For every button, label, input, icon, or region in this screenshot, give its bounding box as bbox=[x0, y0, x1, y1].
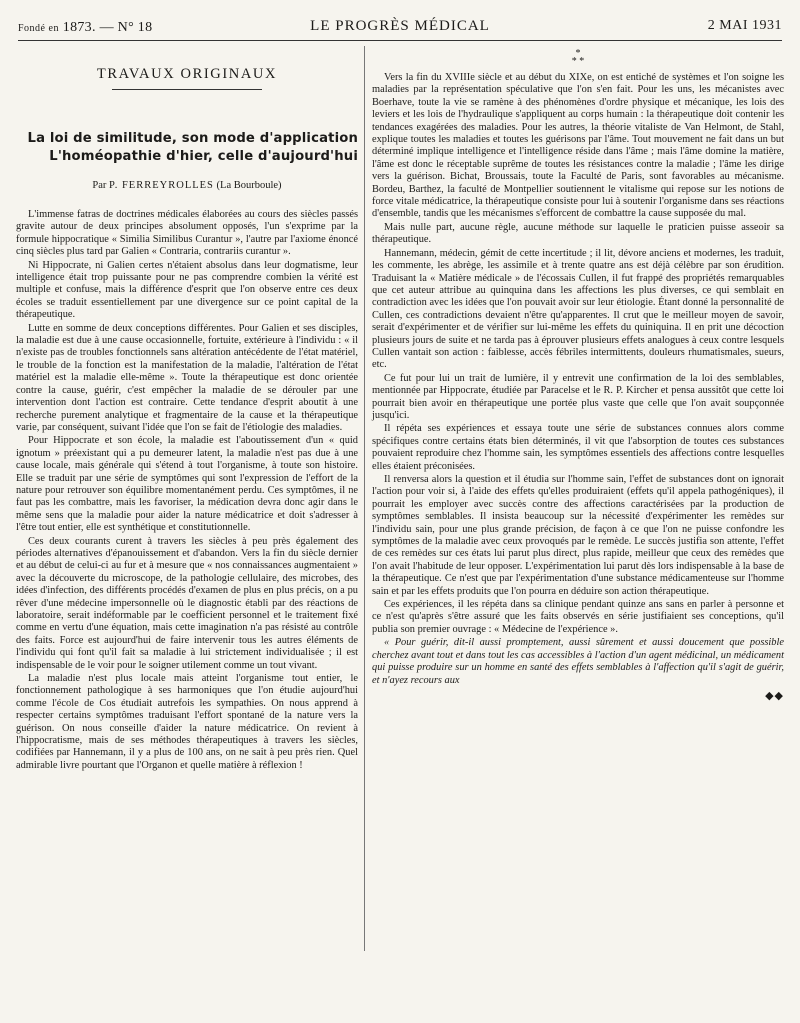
paragraph: Lutte en somme de deux conceptions différentes. Pour Galien et ses disciples, la maladie est due à une cause occasionnelle, fortuite, extérieure à l'individu : « il n'existe pas de troubles fonctionnels sans altération antécédente de l'état matériel, le trouble de la fonction est la manifestation de la maladie, l'altération de l'état matériel est la maladie elle-même ». Toute la thérapeutique est donc orientée contre la cause, guérir, c'est empêcher la maladie de se dérouler par une intervention dont l'action est contraire. Cette tendance d'esprit aboutit à une recherche purement analytique et fragmentaire de la cause et la thérapeutique varie, par conséquent, suivant l'idée que l'on se fait de l'étiologie des maladies. bbox=[16, 322, 358, 433]
paragraph: Vers la fin du XVIIIe siècle et au début du XIXe, on est entiché de systèmes et l'on soigne les maladies par la représentation spéculative que l'on s'en fait. Pour les uns, les mécanistes avec Boerhave, toute la vie se ramène à des phénomènes d'ordre physique et mécanique, les lois des leviers et les lois de l'hydraulique s'appliquent au corps humain : la thérapeutique doit contenir les tendances exagérées des maladies. Pour les autres, la théorie vitaliste de Van Helmont, de Stahl, explique toutes les maladies et toutes les guérisons par l'âme. Tout mouvement ne fait dans un but déterminé implique intelligence et l'intelligence réside dans l'âme ; mais l'âme domine la matière, l'âme est donc le réceptable suprême de toutes les résistances contre la maladie ; l'âme les dirige vers la guérison. Bichat, Broussais, toute la Faculté de Paris, sont favorables au mécanisme. Bordeu, Barthez, la faculté de Montpellier soutiennent le vitalisme qui repose sur les notions de force vitale médicatrice, la thérapeutique consiste pour lui à soutenir l'organisme dans ses réactions d'ensemble, tandis que les mécanismes s'efforcent de combattre la cause supposée du mal. bbox=[372, 72, 784, 220]
paragraph: Hannemann, médecin, gémit de cette incertitude ; il lit, dévore anciens et modernes, les traduit, les commente, les abrège, les assimile et à trente quatre ans est déjà célèbre par son érudition. Traduisant la « Matière médicale » de l'écossais Cullen, il fut frappé des propriétés remarquables que cet auteur attribue au quinquina dans les affections les plus diverses, ce qui semblait en contradiction avec les idées que l'on pouvait avoir sur leur étiologie. Étant donné la personnalité de Cullen, ces contradictions devaient n'être qu'apparentes. Il crut que le meilleur moyen de savoir, serait d'expérimenter et de vérifier sur lui-même les effets du quiniquina. Il en prit une décoction plusieurs jours de suite et ne tarda pas à éprouver plusieurs effets analogues à ceux contre lesquels Cullen vantait son action : faiblesse, accès fébriles intermittents, douleurs rhumatismales, sueurs, etc. bbox=[372, 247, 784, 371]
byline-prefix: Par bbox=[92, 180, 107, 191]
paragraph: Ces expériences, il les répéta dans sa clinique pendant quinze ans sans en parler à personne et ce n'est qu'après s'être assuré que les faits observés en série justifiaient ses conceptions, qu'il publia son premier ouvrage : « Médecine de l'expérience ». bbox=[372, 599, 784, 635]
section-rule bbox=[112, 89, 262, 90]
byline bbox=[16, 180, 358, 191]
paragraph: L'immense fatras de doctrines médicales élaborées au cours des siècles passés gravite autour de deux principes absolument opposés, l'un s'exprime par la formule hippocratique « Similia Similibus Curantur », l'autre par l'axiome énoncé cinq siècles plus tard par Galien « Contraria, contrariis curantur ». bbox=[16, 209, 358, 258]
hahnemann-quote: « Pour guérir, dit-il aussi promptement, aussi sûrement et aussi doucement que possible cherchez avant tout et dans tout les cas accessibles à l'action d'un agent médicinal, un médicament qui puisse produire sur un homme en santé des effets semblables à l'affection qu'il s'agit de guérir, et n'ayez recours aux bbox=[372, 637, 784, 686]
continuation-mark: ◆◆ bbox=[765, 689, 784, 702]
paragraph: Ce fut pour lui un trait de lumière, il y entrevit une confirmation de la loi des semblables, mentionnée par Hippocrate, étudiée par Paracelse et le R. P. Kircher et pensa aussitôt que cette loi pourrait bien avoir en thérapeutique une portée plus vaste que celle que l'on avait soupçonnée jusqu'ici. bbox=[372, 372, 784, 421]
column-divider bbox=[364, 46, 365, 951]
issue-number: — N° 18 bbox=[99, 20, 153, 35]
running-header bbox=[18, 14, 782, 40]
paragraph: La maladie n'est plus locale mais atteint l'organisme tout entier, le fonctionnement pathologique à ses harmoniques que l'on étudie aujourd'hui comme l'école de Cos étudiait autrefois les sympathies. On nous apprend à respecter certains symptômes traduisant l'effort spontané de la nature vers la guérison. On nous conseille d'aider la nature médicatrice. On revient à l'hippocratisme, mais de ses méthodes thérapeutiques à travers les siècles, codifiées par Hannemann, il y a plus de 100 ans, on ne sait à peu près rien. Quel admirable livre pourtant que l'Organon et quelle matière à réflexion ! bbox=[16, 673, 358, 771]
separator-stars-bottom: * * bbox=[571, 56, 585, 67]
article-title bbox=[16, 130, 358, 166]
issue-date: 2 MAI 1931 bbox=[707, 18, 782, 33]
article-title-line-1: La loi de similitude, son mode d'application bbox=[27, 131, 358, 146]
paragraph: Ces deux courants curent à travers les siècles à peu près également des périodes alternatives d'épanouissement et d'abandon. Vers la fin du siècle dernier et au début de celui-ci au fur et à mesure que « nos connaissances augmentaient » avec la découverte du microscope, de la pathologie cellulaire, des microbes, des idées d'infection, des différents procédés d'examen de plus en plus précis, on a pu rêver d'une médecine impersonnelle où le diagnostic établi par des réactions de laboratoire, serait indéformable par le coefficient personnel et le traitement fixé comme en vertu d'une équation, mais cette imagination n'a pas résisté au contrôle des faits. Force est aujourd'hui de faire intervenir tous les autres éléments de l'individu qui font qu'il fait sa maladie à lui strictement individualisée ; il est indispensable de le voir pour le soigner utilement comme un tout vivant. bbox=[16, 535, 358, 671]
author-name: P. FERREYROLLES bbox=[109, 180, 214, 191]
left-column bbox=[16, 60, 358, 772]
section-separator bbox=[372, 50, 784, 66]
section-title: TRAVAUX ORIGINAUX bbox=[96, 66, 278, 82]
paragraph: Pour Hippocrate et son école, la maladie est l'aboutissement d'un « quid ignotum » préexistant qui a pu demeurer latent, la maladie n'est pas due à une cause locale, mais générale qui s'étend à tout l'organisme, à toute son histoire. Elle se traduit par une série de symptômes qui sont l'expression de l'effort de la nature pour retrouver son équilibre momentanément perdu. Ces symptômes, il ne faut pas les combattre, mais les favoriser, la médication devra donc agir dans le même sens que la maladie pour aider la nature médicatrice et doit s'adresser à l'être tout entier, elle est synthétique et constitutionnelle. bbox=[16, 435, 358, 534]
paragraph: Ni Hippocrate, ni Galien certes n'étaient absolus dans leur dogmatisme, leur intelligence était trop puissante pour ne pas comprendre combien la vérité est multiple et confuse, mais la différence d'esprit que l'on observe entre ces deux écoles se traduit essentiellement par une divergence sur ce point capital de la thérapeutique. bbox=[16, 259, 358, 321]
paragraph: Il renversa alors la question et il étudia sur l'homme sain, l'effet de substances dont on ignorait l'action pour voir si, à l'aide des effets qu'elles produiraient (effets qu'il appela pathogéniques), il pourrait les employer avec succès contre des affections caractérisées par la production de symptômes semblables. Il insista beaucoup sur la nécessité d'expérimenter les remèdes sur l'individu sain, pour une plus grande précision, de façon à ce que l'on ne puisse confondre les symptômes de la maladie avec ceux provoqués par le remède. Le succès justifia son attente, l'effet de ces remèdes sur ces états lui parut plus direct, plus rapide, meilleur que ceux des remèdes que l'on avait l'habitude de leur opposer. L'expérimentation lui parut dès lors indispensable à la base de la thérapeutique. Ce n'est que par l'expérimentation d'une substance médicamenteuse sur l'homme sain et par les effets produits que l'on pourra en déduire son action thérapeutique. bbox=[372, 474, 784, 597]
journal-name: LE PROGRÈS MÉDICAL bbox=[310, 18, 490, 34]
paragraph: Il répéta ses expériences et essaya toute une série de substances connues alors comme spécifiques contre certains états bien déterminés, il vit que l'absorption de toutes ces substances pouvaient reproduire chez l'homme sain, les symptômes essentiels des affections contre lesquelles elles étaient préconisées. bbox=[372, 423, 784, 472]
founded-year: 1873. bbox=[62, 20, 96, 35]
header-rule bbox=[18, 40, 782, 41]
right-column bbox=[372, 48, 784, 702]
article-title-line-2: L'homéopathie d'hier, celle d'aujourd'hui bbox=[49, 149, 358, 164]
author-place: (La Bourboule) bbox=[216, 180, 282, 191]
separator-star-top: * bbox=[575, 48, 581, 59]
founded-label: Fondé en bbox=[18, 23, 59, 34]
paragraph: Mais nulle part, aucune règle, aucune méthode sur laquelle le praticien puisse asseoir sa thérapeutique. bbox=[372, 221, 784, 246]
